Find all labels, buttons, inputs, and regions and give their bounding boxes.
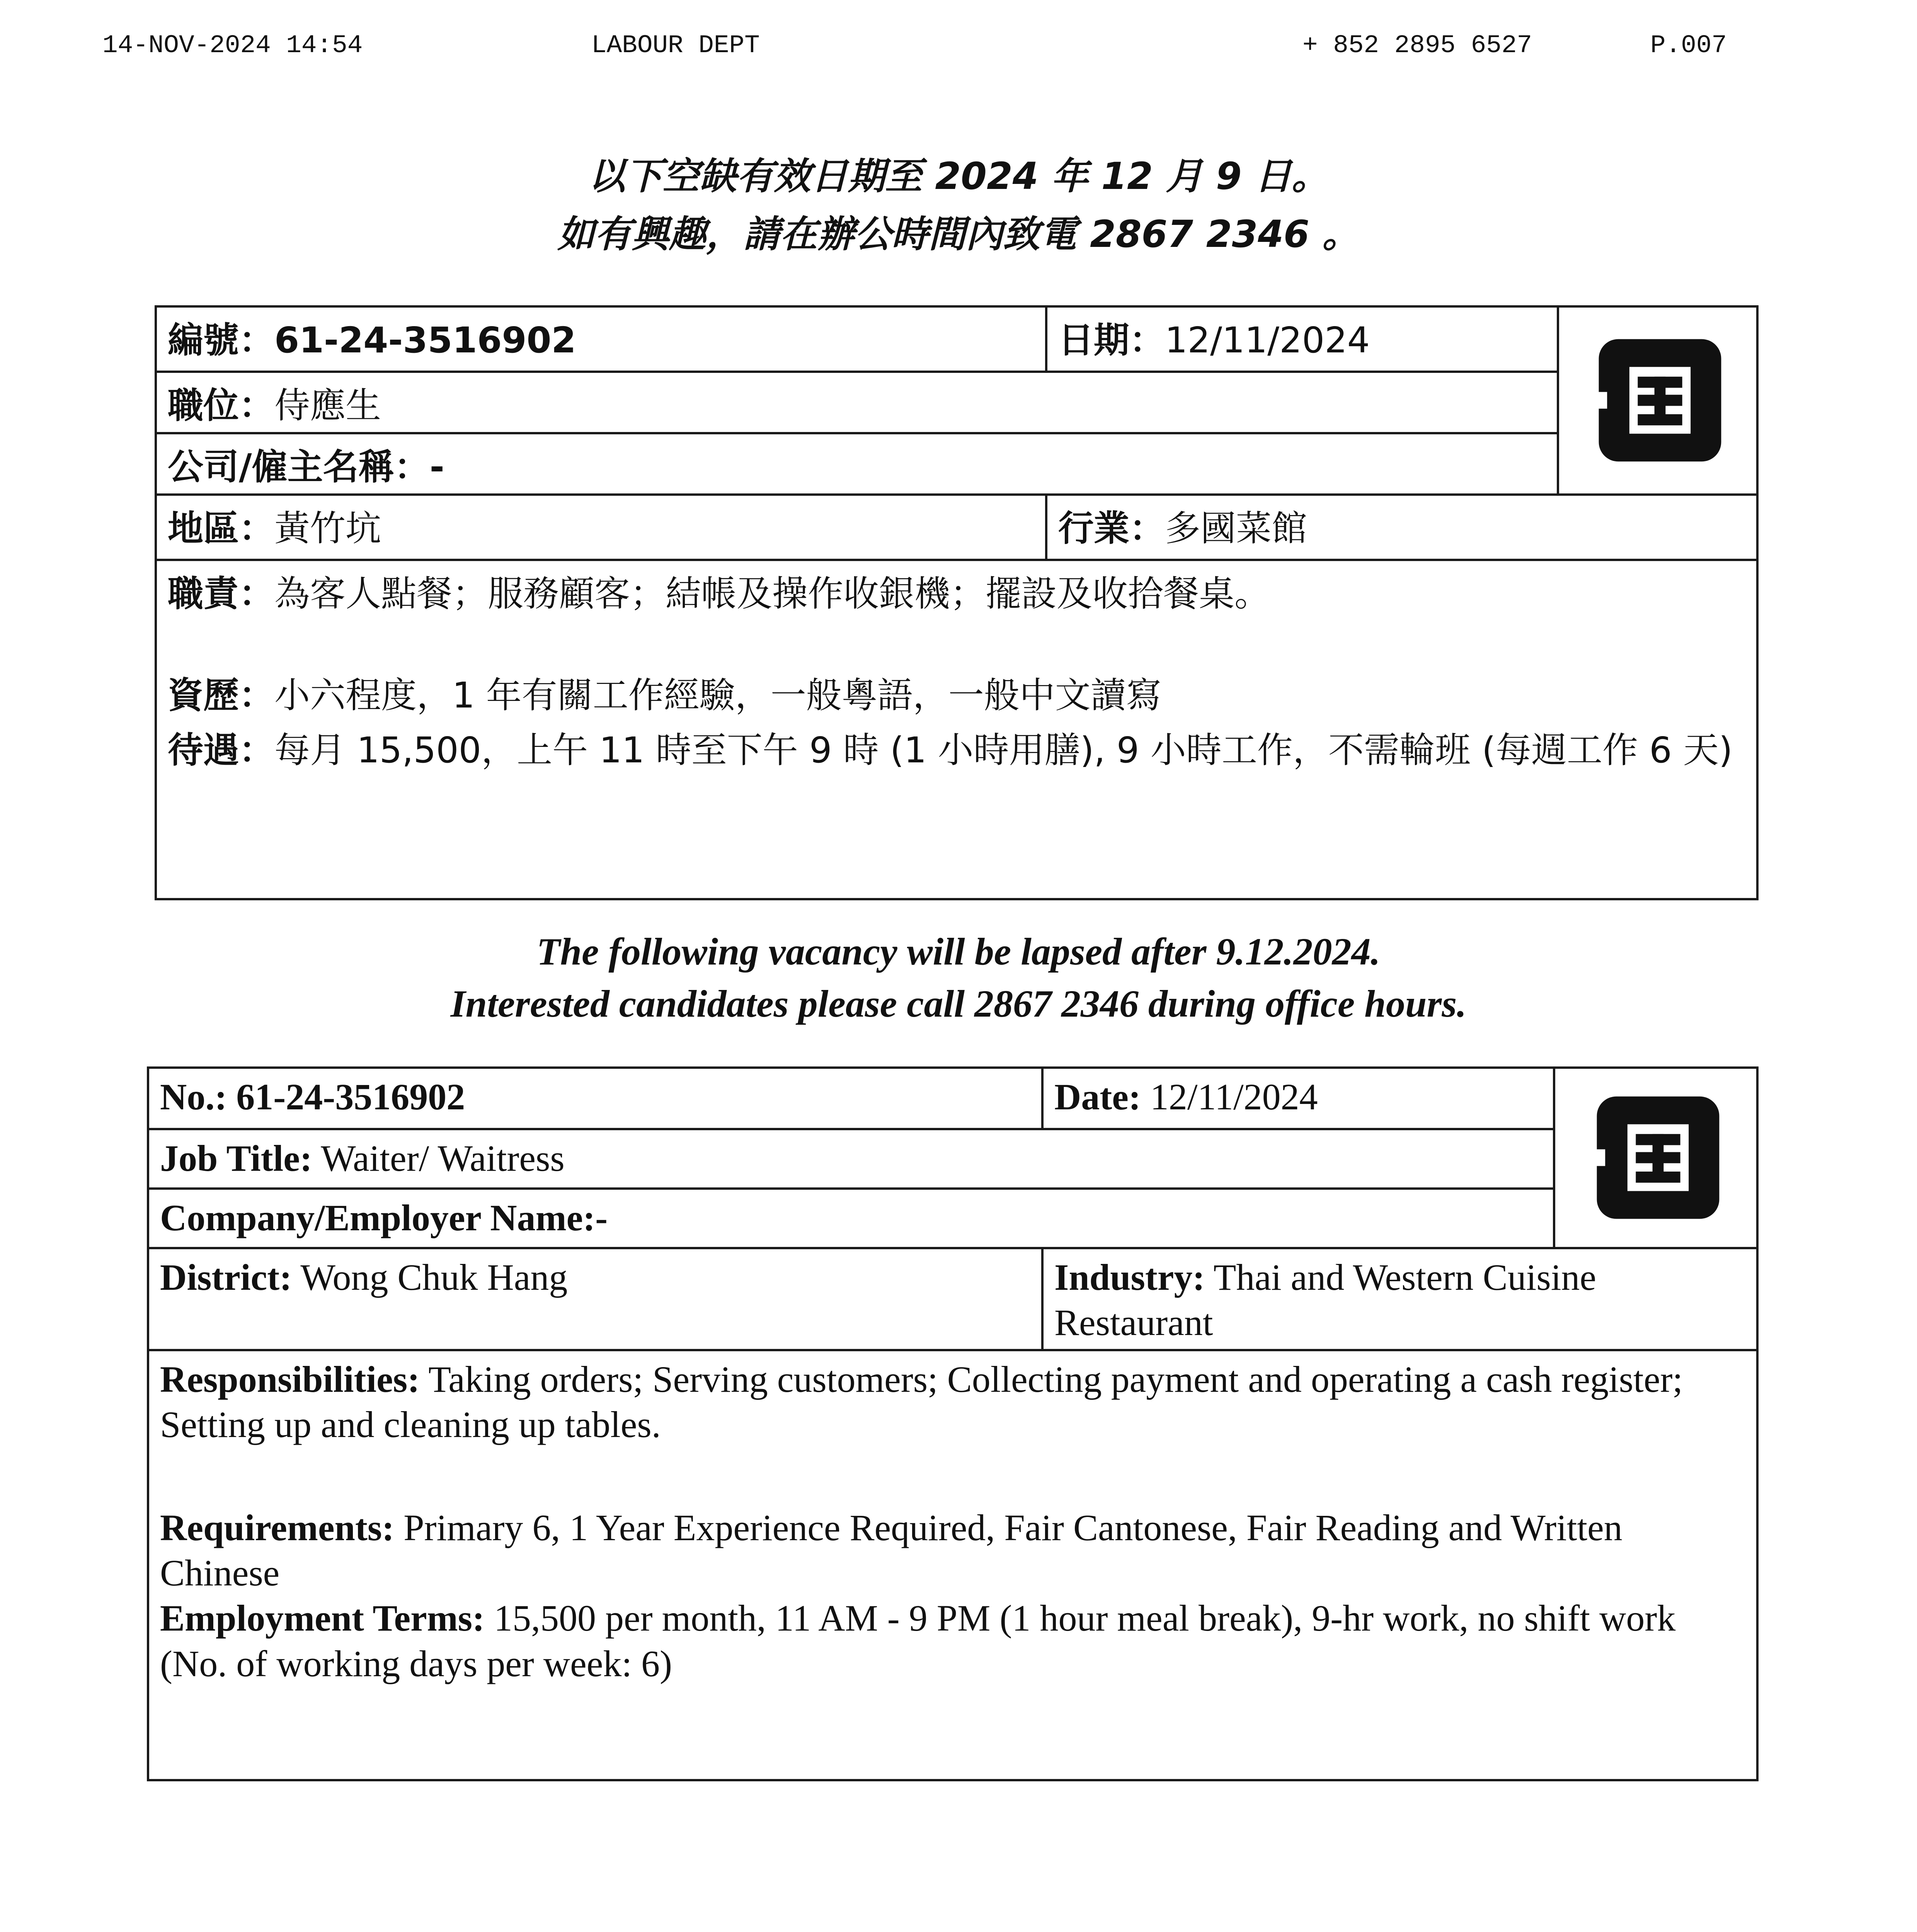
en-details-cell (147, 1349, 1759, 1781)
notice-en-line1: The following vacancy will be lapsed after 9.12.2024. (536, 930, 1381, 973)
zh-company-label: 公司/僱主名稱： (168, 446, 430, 488)
notice-en-line2: Interested candidates please call 2867 2346 during office hours. (450, 982, 1467, 1025)
notice-zh-line2: 如有興趣，請在辦公時間內致電 2867 2346 。 (557, 213, 1360, 256)
en-industry-value: Thai and Western Cuisine Restaurant (1054, 1257, 1596, 1344)
en-req-label: Requirements: (160, 1507, 395, 1549)
labour-dept-logo-icon (1585, 1088, 1731, 1227)
en-date-cell (1041, 1066, 1555, 1130)
fax-datetime: 14-NOV-2024 14:54 (102, 31, 363, 60)
zh-title-value: 侍應生 (274, 385, 381, 426)
zh-title-cell (155, 371, 1559, 434)
en-no-cell (147, 1066, 1044, 1130)
fax-sender: LABOUR DEPT (591, 31, 760, 60)
en-company-label: Company/Employer Name:- (160, 1197, 608, 1238)
zh-duties (168, 566, 1745, 622)
zh-district-label: 地區： (168, 508, 275, 549)
en-industry-label: Industry: (1054, 1257, 1205, 1298)
zh-date-value: 12/11/2024 (1165, 320, 1370, 361)
en-district-cell (147, 1247, 1044, 1351)
zh-district-cell (155, 493, 1047, 561)
en-no-label: No.: (160, 1076, 227, 1117)
zh-req-label: 資歷： (168, 674, 275, 716)
en-terms-label: Employment Terms: (160, 1597, 485, 1639)
zh-no-cell (155, 305, 1047, 373)
vacancy-table-en (147, 1066, 1759, 1781)
zh-terms-label: 待遇： (168, 730, 275, 771)
labour-dept-logo-icon (1587, 331, 1733, 470)
zh-duties-label: 職責： (168, 573, 275, 614)
en-no-value: 61-24-3516902 (236, 1076, 465, 1117)
zh-date-cell (1045, 305, 1559, 373)
en-industry-cell (1041, 1247, 1759, 1351)
en-resp-label: Responsibilities: (160, 1359, 420, 1400)
zh-date-label: 日期： (1058, 320, 1165, 361)
en-district-value: Wong Chuk Hang (300, 1257, 568, 1298)
en-requirements (160, 1505, 1694, 1595)
en-date-value: 12/11/2024 (1150, 1076, 1318, 1117)
en-req-value: Primary 6, 1 Year Experience Required, Fair Cantonese, Fair Reading and Written Chinese (160, 1507, 1622, 1594)
en-responsibilities (160, 1357, 1694, 1447)
fax-page: P.007 (1650, 31, 1727, 60)
zh-no-value: 61-24-3516902 (274, 320, 576, 361)
zh-industry-value: 多國菜館 (1165, 508, 1308, 549)
zh-company-value: - (429, 446, 444, 488)
zh-terms-value: 每月 15,500，上午 11 時至下午 9 時 (1 小時用膳), 9 小時工作，不需輪班 (每週工作 6 天) (274, 730, 1733, 771)
zh-terms (168, 723, 1745, 778)
notice-zh-line1: 以下空缺有效日期至 2024 年 12 月 9 日。 (588, 155, 1329, 198)
en-title-label: Job Title: (160, 1138, 312, 1179)
zh-industry-cell (1045, 493, 1759, 561)
en-company-cell (147, 1187, 1555, 1249)
zh-industry-label: 行業： (1058, 508, 1165, 549)
vacancy-table-zh (155, 305, 1759, 900)
en-district-label: District: (160, 1257, 292, 1298)
zh-details-cell (155, 559, 1759, 900)
zh-requirements (168, 668, 1745, 723)
zh-req-value: 小六程度，1 年有關工作經驗，一般粵語，一般中文讀寫 (274, 674, 1162, 716)
en-title-value: Waiter/ Waitress (321, 1138, 565, 1179)
en-title-cell (147, 1128, 1555, 1190)
zh-title-label: 職位： (168, 385, 275, 426)
labour-dept-logo-box-zh (1557, 305, 1759, 496)
labour-dept-logo-box-en (1553, 1066, 1759, 1249)
zh-duties-value: 為客人點餐；服務顧客；結帳及操作收銀機；擺設及收拾餐桌。 (274, 573, 1270, 614)
en-terms-value: 15,500 per month, 11 AM - 9 PM (1 hour meal break), 9-hr work, no shift work (No. of working days per week: 6) (160, 1597, 1676, 1684)
en-resp-value: Taking orders; Serving customers; Collecting payment and operating a cash register; Setting up and cleaning up tables. (160, 1359, 1683, 1446)
en-terms (160, 1595, 1694, 1686)
zh-no-label: 編號： (168, 320, 275, 361)
zh-company-cell (155, 432, 1559, 496)
zh-district-value: 黃竹坑 (274, 508, 381, 549)
fax-phone: + 852 2895 6527 (1302, 31, 1532, 60)
en-date-label: Date: (1054, 1076, 1141, 1117)
